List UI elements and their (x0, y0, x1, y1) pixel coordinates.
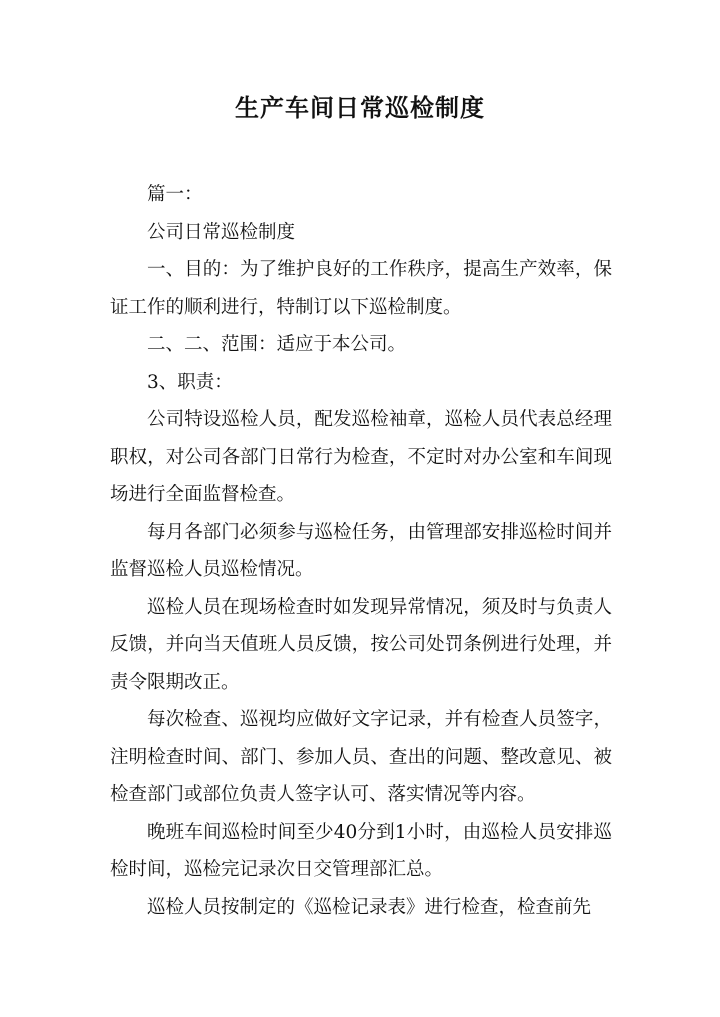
paragraph-checklist: 巡检人员按制定的《巡检记录表》进行检查，检查前先 (147, 896, 592, 918)
paragraph-purpose: 一、目的：为了维护良好的工作秩序，提高生产效率，保证工作的顺利进行，特制订以下巡检制度。 (110, 259, 612, 318)
document-body (110, 176, 612, 926)
paragraph-scope: 二、二、范围：适应于本公司。 (147, 334, 407, 355)
paragraph-night-shift: 晚班车间巡检时间至少40分到1小时，由巡检人员安排巡检时间，巡检完记录次日交管理部汇总。 (110, 821, 612, 880)
document-title: 生产车间日常巡检制度 (235, 94, 485, 122)
paragraph-duties-heading: 3、职责： (147, 371, 233, 393)
paragraph-monthly-duty: 每月各部门必须参与巡检任务，由管理部安排巡检时间并监督巡检人员巡检情况。 (110, 521, 612, 580)
paragraph-anomaly-handling: 巡检人员在现场检查时如发现异常情况，须及时与负责人反馈，并向当天值班人员反馈，按公司处罚条例进行处理，并责令限期改正。 (110, 596, 612, 693)
paragraph-inspector-role: 公司特设巡检人员，配发巡检袖章，巡检人员代表总经理职权，对公司各部门日常行为检查，不定时对办公室和车间现场进行全面监督检查。 (110, 409, 612, 505)
paragraph-subtitle: 公司日常巡检制度 (147, 221, 296, 243)
paragraph-part-heading: 篇一： (147, 184, 203, 205)
paragraph-records: 每次检查、巡视均应做好文字记录，并有检查人员签字，注明检查时间、部门、参加人员、查出的问题、整改意见、被检查部门或部位负责人签字认可、落实情况等内容。 (110, 709, 612, 805)
